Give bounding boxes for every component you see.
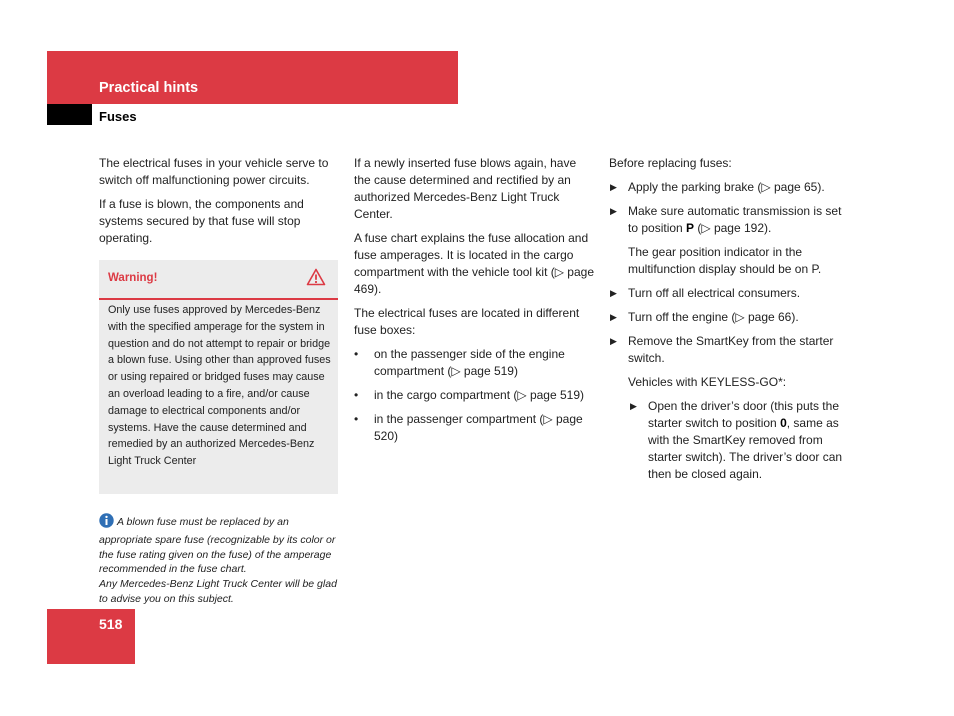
info-note-text-1: A blown fuse must be replaced by an appropriate spare fuse (recognizable by its color or the fuse rating given on the fuse) of the amperage recommended in the fuse chart. [99, 516, 336, 576]
list-item: • in the cargo compartment (▷ page 519) [354, 388, 585, 402]
subsection-title: Fuses [99, 109, 137, 124]
info-note-text-2: Any Mercedes-Benz Light Truck Center will be glad to advise you on this subject. [99, 578, 337, 605]
triangle-bullet-icon: ▶ [610, 336, 617, 346]
warning-title: Warning! [108, 272, 158, 284]
page-number: 518 [99, 616, 123, 632]
bullet-icon: • [354, 388, 359, 402]
keyless-intro: Vehicles with KEYLESS-GO*: [628, 375, 787, 389]
step-item: ▶ Make sure automatic transmission is set to position P (▷ page 192). [610, 204, 842, 235]
warning-triangle-icon [306, 268, 326, 291]
reblow-paragraph: If a newly inserted fuse blows again, have the cause determined and rectified by an authorized Mercedes-Benz Light Truck Center. [354, 156, 577, 221]
list-item: • in the passenger compartment (▷ page 520) [354, 412, 583, 443]
step-item: ▶ Remove the SmartKey from the starter switch. [610, 334, 834, 365]
warning-header [99, 260, 338, 300]
list-item: • on the passenger side of the engine compartment (▷ page 519) [354, 347, 565, 378]
header-bar [47, 51, 458, 104]
bullet-icon: • [354, 347, 359, 361]
fuse-boxes-paragraph: The electrical fuses are located in different fuse boxes: [354, 306, 580, 337]
column-1 [99, 155, 341, 254]
step-item: ▶ Turn off the engine (▷ page 66). [610, 310, 799, 324]
fuse-chart-paragraph: A fuse chart explains the fuse allocation and fuse amperages. It is located in the cargo compartment with the vehicle tool kit (▷ page 469). [354, 231, 595, 296]
steps-intro: Before replacing fuses: [609, 156, 732, 170]
intro-paragraph: The electrical fuses in your vehicle serve to switch off malfunctioning power circuits. [99, 156, 329, 187]
section-title: Practical hints [99, 80, 199, 96]
step-item: ▶ Apply the parking brake (▷ page 65). [610, 180, 825, 194]
warning-text: Only use fuses approved by Mercedes-Benz with the specified amperage for the system in question and do not attempt to repair or bridge a blown fuse. Using other than approved fuses or using repaired or bridged fuses may cause an overload leading to a fire, and/or cause damage to electrical components and/or systems. Have the cause determined and remedied by an authorized Mercedes-Benz Light Truck Center [108, 304, 331, 468]
step-item: ▶ Turn off all electrical consumers. [610, 286, 801, 300]
info-icon [99, 513, 114, 533]
info-note [99, 513, 341, 607]
bullet-icon: • [354, 412, 359, 426]
column-2 [354, 155, 596, 452]
column-3 [609, 155, 851, 490]
triangle-bullet-icon: ▶ [610, 288, 617, 298]
triangle-bullet-icon: ▶ [610, 206, 617, 216]
sub-step-item: ▶ Open the driver’s door (this puts the starter switch to position 0, same as with the SmartKey removed from starter switch). The driver’s door can then be closed again. [630, 399, 843, 481]
warning-box [99, 260, 338, 494]
triangle-bullet-icon: ▶ [630, 401, 637, 411]
blown-fuse-paragraph: If a fuse is blown, the components and systems secured by that fuse will stop operating. [99, 197, 304, 245]
subsection-tab [47, 104, 92, 125]
step-note: The gear position indicator in the multifunction display should be on P. [628, 245, 822, 276]
triangle-bullet-icon: ▶ [610, 312, 617, 322]
triangle-bullet-icon: ▶ [610, 182, 617, 192]
